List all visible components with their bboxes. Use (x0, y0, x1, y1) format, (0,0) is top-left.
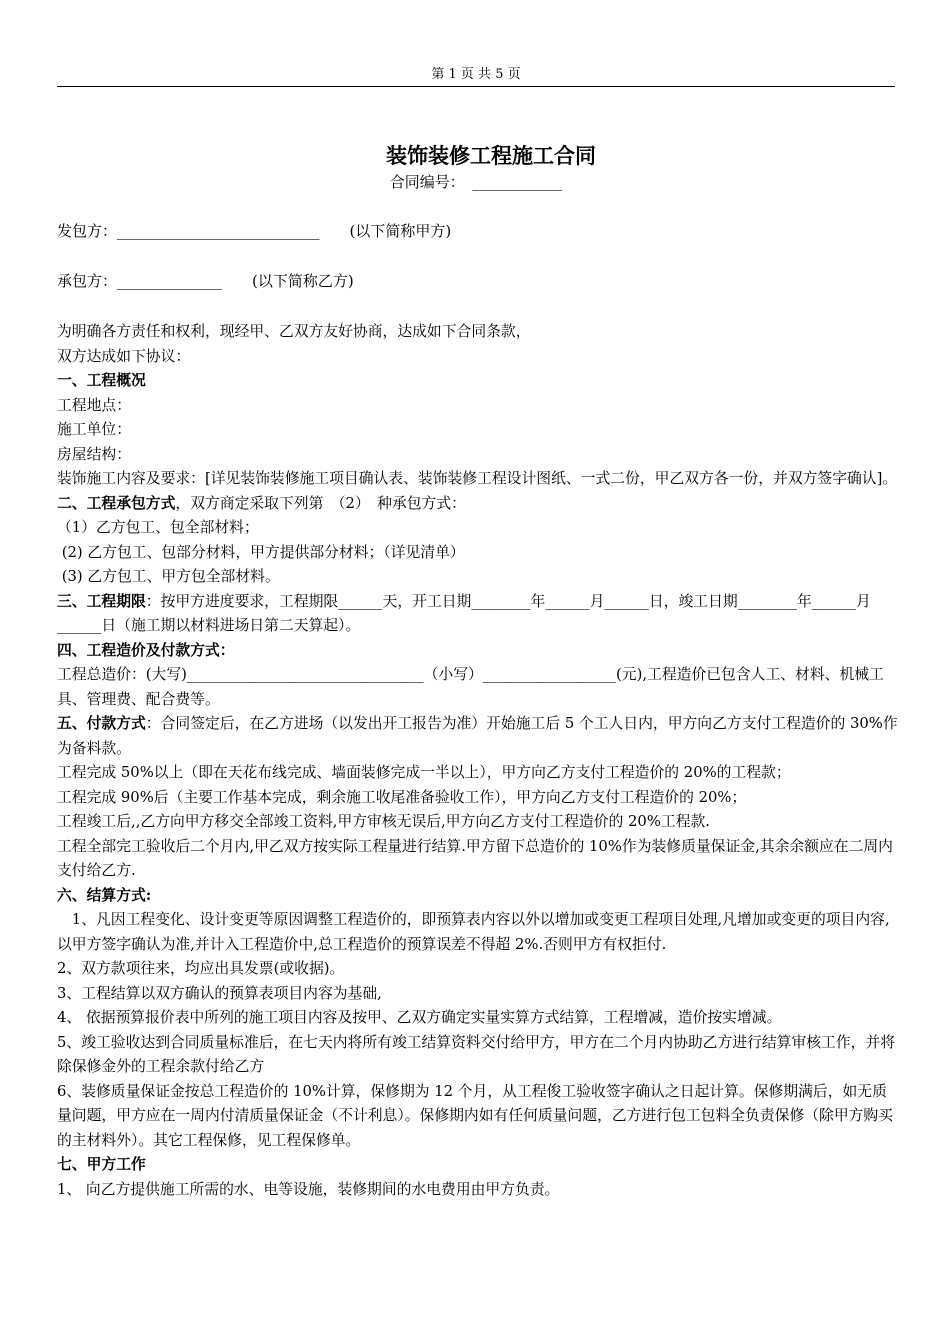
paragraph-text: 工程竣工后,,乙方向甲方移交全部竣工资料,甲方审核无误后,甲方向乙方支付工程造价的 20%工程款. (57, 813, 710, 830)
section-heading: 七、甲方工作 (57, 1156, 146, 1173)
paragraph-text: 双方达成如下协议： (57, 347, 191, 365)
contract-paragraph (57, 492, 899, 517)
contract-paragraph (57, 418, 899, 443)
paragraph-text: (2) 乙方包工、包部分材料，甲方提供部分材料；（详见清单） (57, 543, 465, 561)
paragraph-text: 4、 依据预算报价表中所列的施工项目内容及按甲、乙双方确定实量实算方式结算，工程增减，造价按实增减。 (57, 1009, 782, 1026)
contract-paragraph (57, 663, 899, 712)
contract-paragraph (57, 1153, 899, 1178)
paragraph-text: （1）乙方包工、包全部材料； (57, 519, 259, 536)
contract-paragraph (57, 786, 899, 811)
contract-paragraph (57, 369, 899, 394)
contract-paragraph (57, 884, 899, 909)
section-heading: 五、付款方式 (57, 715, 146, 732)
contract-paragraph (57, 908, 899, 957)
paragraph-text: 施工单位： (57, 421, 131, 438)
contract-paragraph (57, 590, 899, 639)
paragraph-text: ：按甲方进度要求，工程期限______天，开工日期________年______月______日，竣工日期________年______月______日（施工期以材料进场日第二天算起）。 (57, 592, 871, 634)
contract-number: 合同编号： ____________ (389, 173, 563, 191)
contract-paragraph (57, 1031, 899, 1080)
paragraph-text: 装饰施工内容及要求：[详见装饰装修施工项目确认表、装饰装修工程设计图纸、一式二份，甲乙双方各一份，并双方签字确认]。 (57, 470, 898, 487)
contract-paragraph (57, 345, 899, 370)
document-title: 装饰装修工程施工合同 (386, 143, 596, 168)
contract-paragraph (57, 712, 899, 761)
paragraph-text: 2、双方款项往来，均应出具发票(或收据)。 (57, 960, 345, 977)
paragraph-text: 1、凡因工程变化、设计变更等原因调整工程造价的，即预算表内容以外以增加或变更工程项目处理,凡增加或变更的项目内容,以甲方签字确认为准,并计入工程造价中,总工程造价的预算误差不得超 2%.否则甲方有权拒付. (57, 911, 890, 953)
contract-paragraph (57, 1080, 899, 1154)
paragraph-text: 工程总造价：(大写)________________________________（小写）__________________(元),工程造价已包含人工、材料、机械工具、管理费、配合费等。 (57, 666, 884, 708)
contract-paragraph (57, 1006, 899, 1031)
paragraph-text: 5、竣工验收达到合同质量标准后，在七天内将所有竣工结算资料交付给甲方，甲方在二个月内协助乙方进行结算审核工作，并将除保修金外的工程余款付给乙方 (57, 1033, 896, 1075)
paragraph-text: 3、工程结算以双方确认的预算表项目内容为基础, (57, 984, 382, 1002)
paragraph-text: 工程完成 90%后（主要工作基本完成，剩余施工收尾准备验收工作），甲方向乙方支付工程造价的 20%； (57, 788, 747, 806)
paragraph-text: 1、 向乙方提供施工所需的水、电等设施，装修期间的水电费用由甲方负责。 (57, 1180, 560, 1198)
section-heading: 六、结算方式: (57, 886, 152, 904)
contract-body (57, 320, 899, 1202)
paragraph-text: 工程全部完工验收后二个月内,甲乙双方按实际工程量进行结算.甲方留下总造价的 10%作为装修质量保证金,其余余额应在二周内支付给乙方. (57, 837, 893, 879)
contract-paragraph (57, 443, 899, 468)
paragraph-text: 工程完成 50%以上（即在天花布线完成、墙面装修完成一半以上），甲方向乙方支付工程造价的 20%的工程款； (57, 764, 791, 781)
contract-paragraph (57, 320, 899, 345)
party-a-line: 发包方：___________________________ (以下简称甲方) (57, 222, 452, 240)
contract-paragraph (57, 394, 899, 419)
contract-paragraph (57, 810, 899, 835)
paragraph-text: ：合同签定后，在乙方进场（以发出开工报告为准）开始施工后 5 个工人日内，甲方向乙方支付工程造价的 30%作为备料款。 (57, 715, 898, 757)
section-heading: 一、工程概况 (57, 372, 146, 389)
paragraph-text: 6、装修质量保证金按总工程造价的 10%计算，保修期为 12 个月，从工程俊工验收签字确认之日起计算。保修期满后，如无质量问题，甲方应在一周内付清质量保证金（不计利息）。保修期内如有任何质量问题，乙方进行包工包料全负责保修（除甲方购买的主材料外）。其它工程保修，见工程保修单。 (57, 1082, 894, 1149)
contract-paragraph (57, 516, 899, 541)
contract-paragraph (57, 467, 899, 492)
contract-paragraph (57, 982, 899, 1007)
contract-paragraph (57, 761, 899, 786)
paragraph-text: ，双方商定采取下列第 （2） 种承包方式： (175, 494, 466, 512)
contract-paragraph (57, 565, 899, 590)
contract-paragraph (57, 835, 899, 884)
paragraph-text: 为明确各方责任和权利，现经甲、乙双方友好协商，达成如下合同条款， (57, 323, 531, 340)
page-header: 第 1 页 共 5 页 (431, 67, 521, 82)
contract-paragraph (57, 957, 899, 982)
paragraph-text: (3) 乙方包工、甲方包全部材料。 (57, 568, 280, 585)
header-divider (57, 86, 895, 87)
section-heading: 二、工程承包方式 (57, 494, 176, 512)
paragraph-text: 工程地点： (57, 396, 131, 414)
section-heading: 四、工程造价及付款方式： (57, 641, 235, 659)
paragraph-text: 房屋结构： (57, 445, 131, 463)
section-heading: 三、工程期限 (57, 592, 146, 610)
contract-paragraph (57, 541, 899, 566)
party-b-line: 承包方：______________ (以下简称乙方) (57, 272, 354, 290)
contract-paragraph (57, 639, 899, 664)
contract-paragraph (57, 1178, 899, 1203)
